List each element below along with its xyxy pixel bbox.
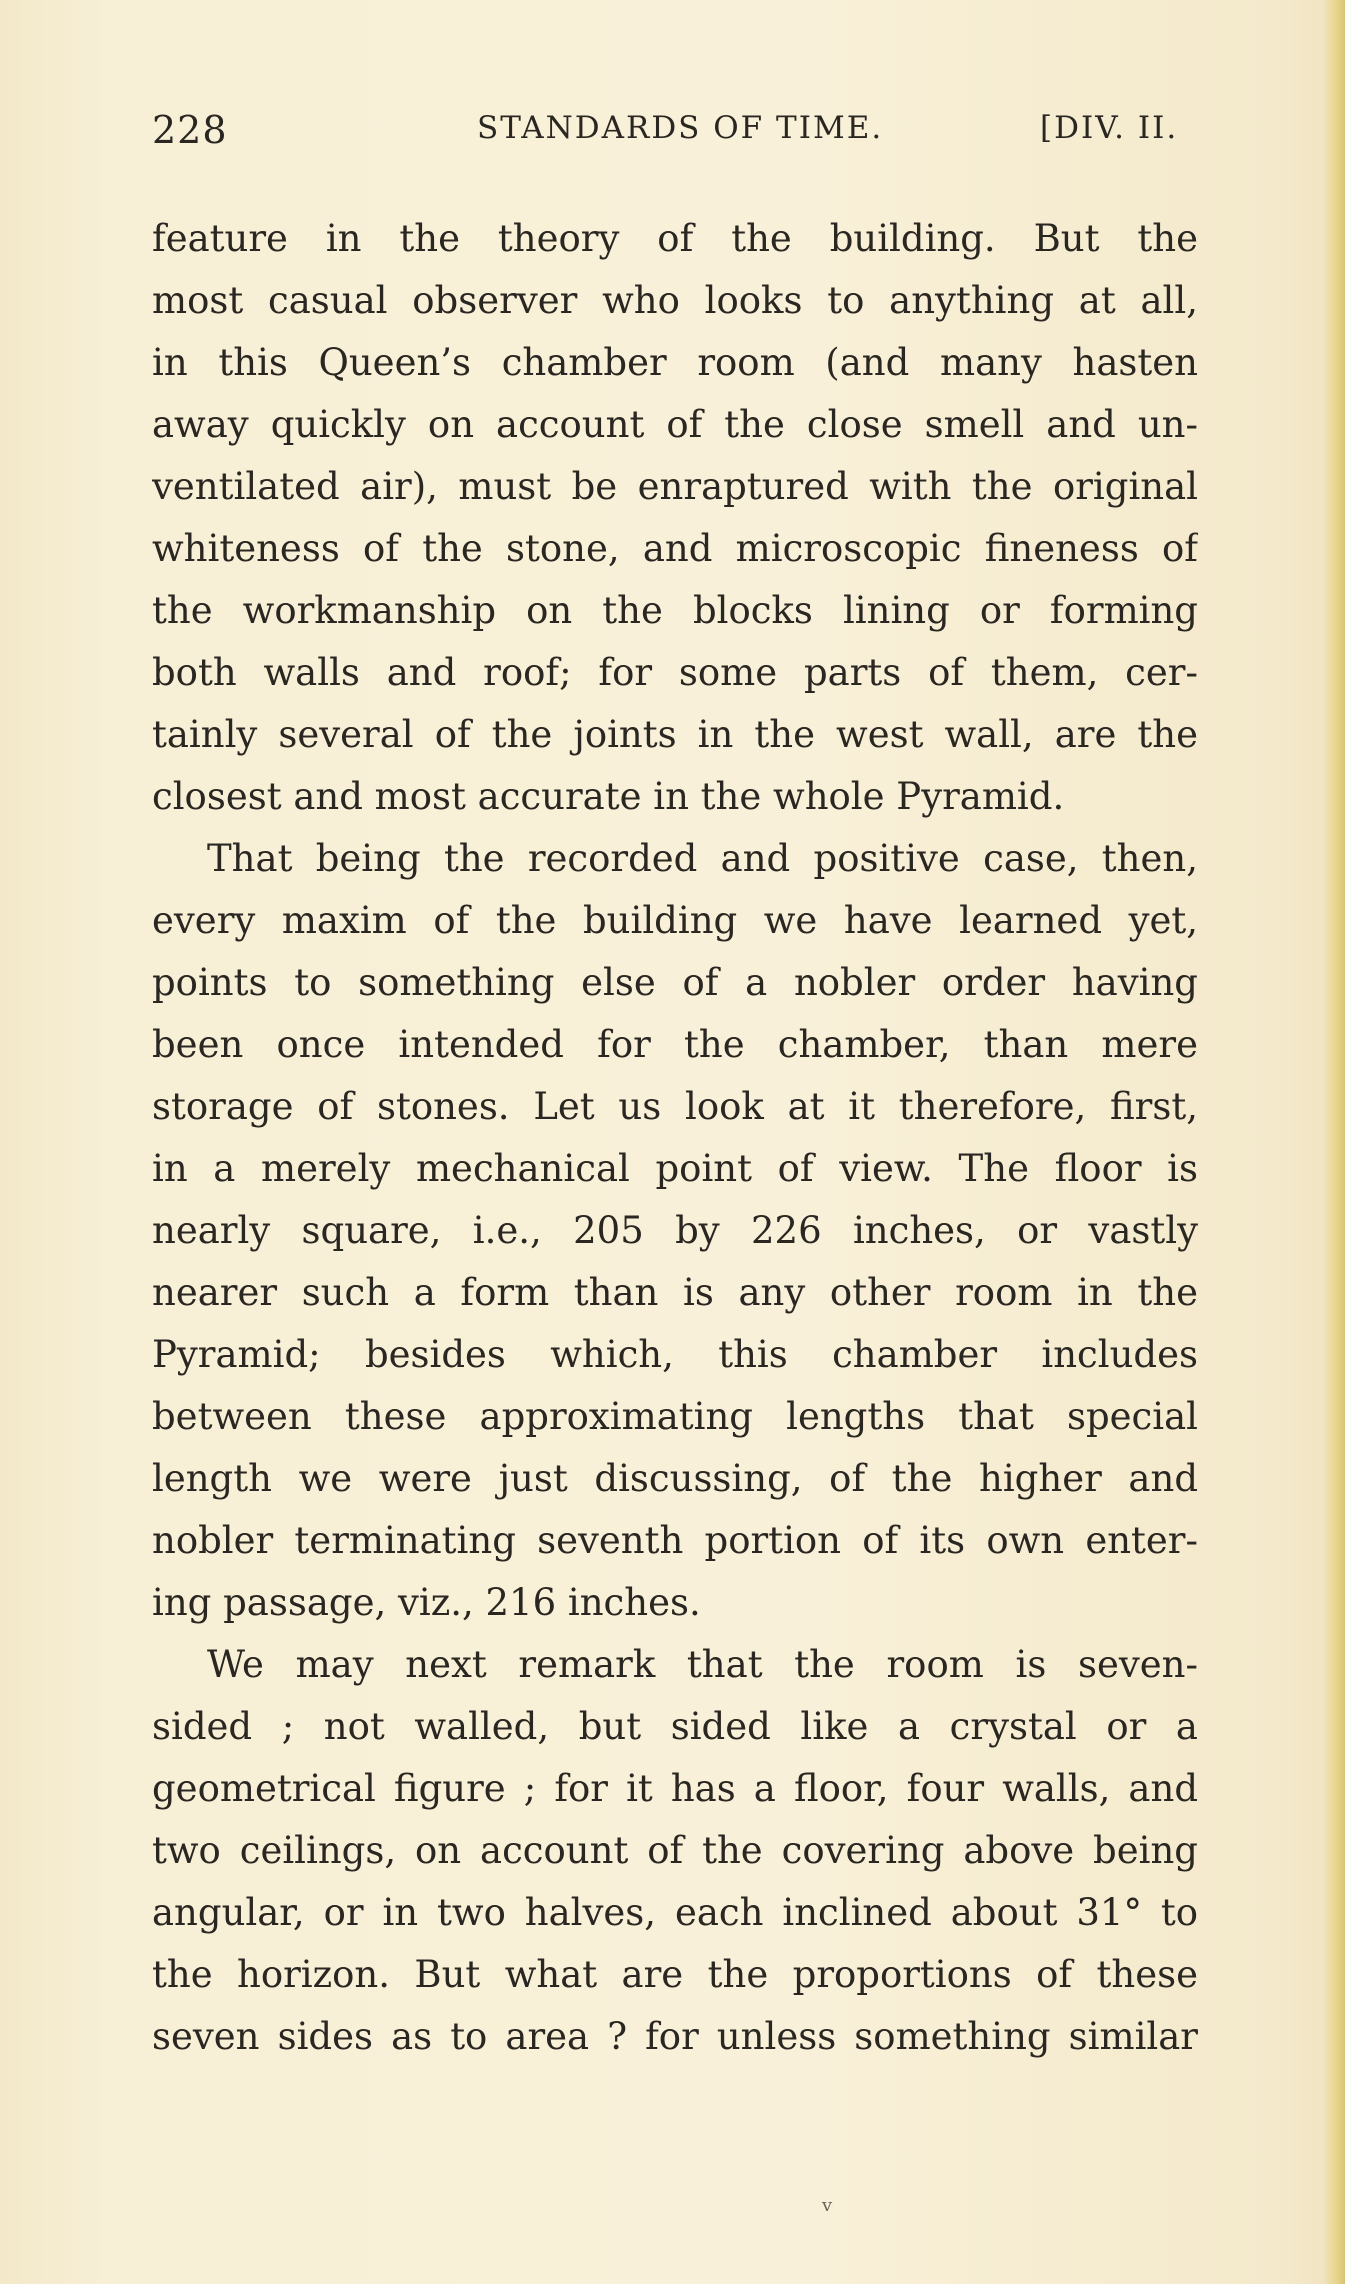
text-line-24: We may next remark that the room is seven- [207,1643,1198,1686]
text-line-5: ventilated air), must be enraptured with the original [152,465,1198,508]
division-label: [DIV. II. [1040,110,1179,146]
text-line-14: been once intended for the chamber, than mere [152,1023,1198,1066]
text-line-1: feature in the theory of the building. But the [152,217,1198,260]
text-line-10: closest and most accurate in the whole Pyramid. [152,775,1065,818]
text-line-13: points to something else of a nobler order having [152,961,1198,1004]
text-line-11: That being the recorded and positive case, then, [207,837,1198,880]
text-line-6: whiteness of the stone, and microscopic fineness of [152,527,1198,570]
text-line-8: both walls and roof; for some parts of them, cer- [152,651,1198,694]
text-line-2: most casual observer who looks to anything at all, [152,279,1198,322]
text-line-28: angular, or in two halves, each inclined about 31° to [152,1891,1198,1934]
signature-mark: v [822,2195,833,2216]
text-line-7: the workmanship on the blocks lining or forming [152,589,1198,632]
text-line-9: tainly several of the joints in the west wall, are the [152,713,1198,756]
body-text [152,208,1198,2068]
text-line-26: geometrical figure ; for it has a floor, four walls, and [152,1767,1198,1810]
running-header [152,108,1202,168]
text-line-18: nearer such a form than is any other room in the [152,1271,1198,1314]
text-line-3: in this Queen’s chamber room (and many hasten [152,341,1198,384]
page-edge-shadow [1323,0,1345,2284]
text-line-29: the horizon. But what are the proportions of these [152,1953,1198,1996]
running-title: STANDARDS OF TIME. [477,110,884,146]
text-line-15: storage of stones. Let us look at it therefore, first, [152,1085,1198,1128]
text-line-25: sided ; not walled, but sided like a crystal or a [152,1705,1198,1748]
text-line-12: every maxim of the building we have learned yet, [152,899,1198,942]
page-number: 228 [152,108,228,152]
text-line-30: seven sides as to area ? for unless something similar [152,2015,1198,2058]
text-line-27: two ceilings, on account of the covering above being [152,1829,1198,1872]
text-line-19: Pyramid; besides which, this chamber includes [152,1333,1198,1376]
text-line-17: nearly square, i.e., 205 by 226 inches, or vastly [152,1209,1198,1252]
text-line-20: between these approximating lengths that special [152,1395,1198,1438]
text-line-22: nobler terminating seventh portion of its own enter- [152,1519,1198,1562]
text-line-23: ing passage, viz., 216 inches. [152,1581,701,1624]
text-line-16: in a merely mechanical point of view. The floor is [152,1147,1198,1190]
text-line-4: away quickly on account of the close smell and un- [152,403,1198,446]
text-line-21: length we were just discussing, of the higher and [152,1457,1198,1500]
